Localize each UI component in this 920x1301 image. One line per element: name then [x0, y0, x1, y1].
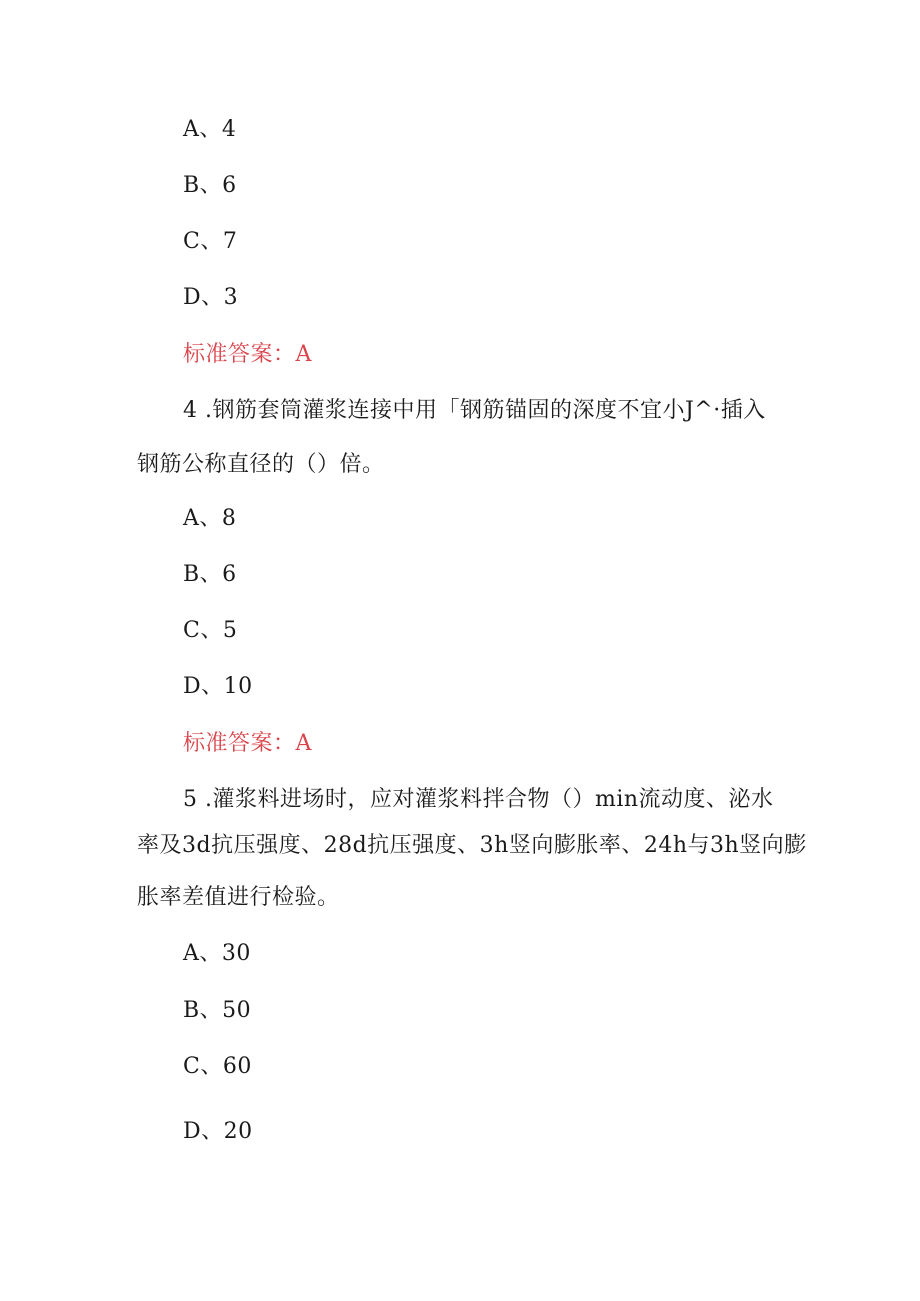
question-5-line-3: 胀率差值进行检验。 [137, 885, 340, 910]
option-d: D、10 [183, 674, 253, 699]
option-c: C、5 [183, 618, 238, 643]
question-5-text-1: 5 .灌浆料进场时，应对灌浆料拌合物（）min流动度、泌水 [183, 787, 774, 812]
option-b: B、6 [183, 173, 237, 198]
option-d: D、3 [183, 285, 239, 310]
option-b: B、50 [183, 998, 252, 1023]
question-4-text-1: 4 .钢筋套筒灌浆连接中用「钢筋锚固的深度不宜小J^·插入 [183, 398, 766, 423]
option-a: A、4 [183, 117, 237, 142]
question-4-line-2: 钢筋公称直径的（）倍。 [137, 452, 385, 477]
option-d: D、20 [183, 1119, 253, 1144]
option-a: A、30 [183, 941, 251, 966]
question-5-line-1 [137, 786, 797, 814]
question-4-line-1 [137, 397, 797, 425]
option-c: C、60 [183, 1054, 252, 1079]
option-a: A、8 [183, 506, 237, 531]
option-b: B、6 [183, 562, 237, 587]
option-c: C、7 [183, 229, 238, 254]
standard-answer: 标准答案：A [183, 342, 312, 367]
question-5-line-2: 率及3d抗压强度、28d抗压强度、3h竖向膨胀率、24h与3h竖向膨 [137, 833, 807, 858]
standard-answer: 标准答案：A [183, 731, 312, 756]
